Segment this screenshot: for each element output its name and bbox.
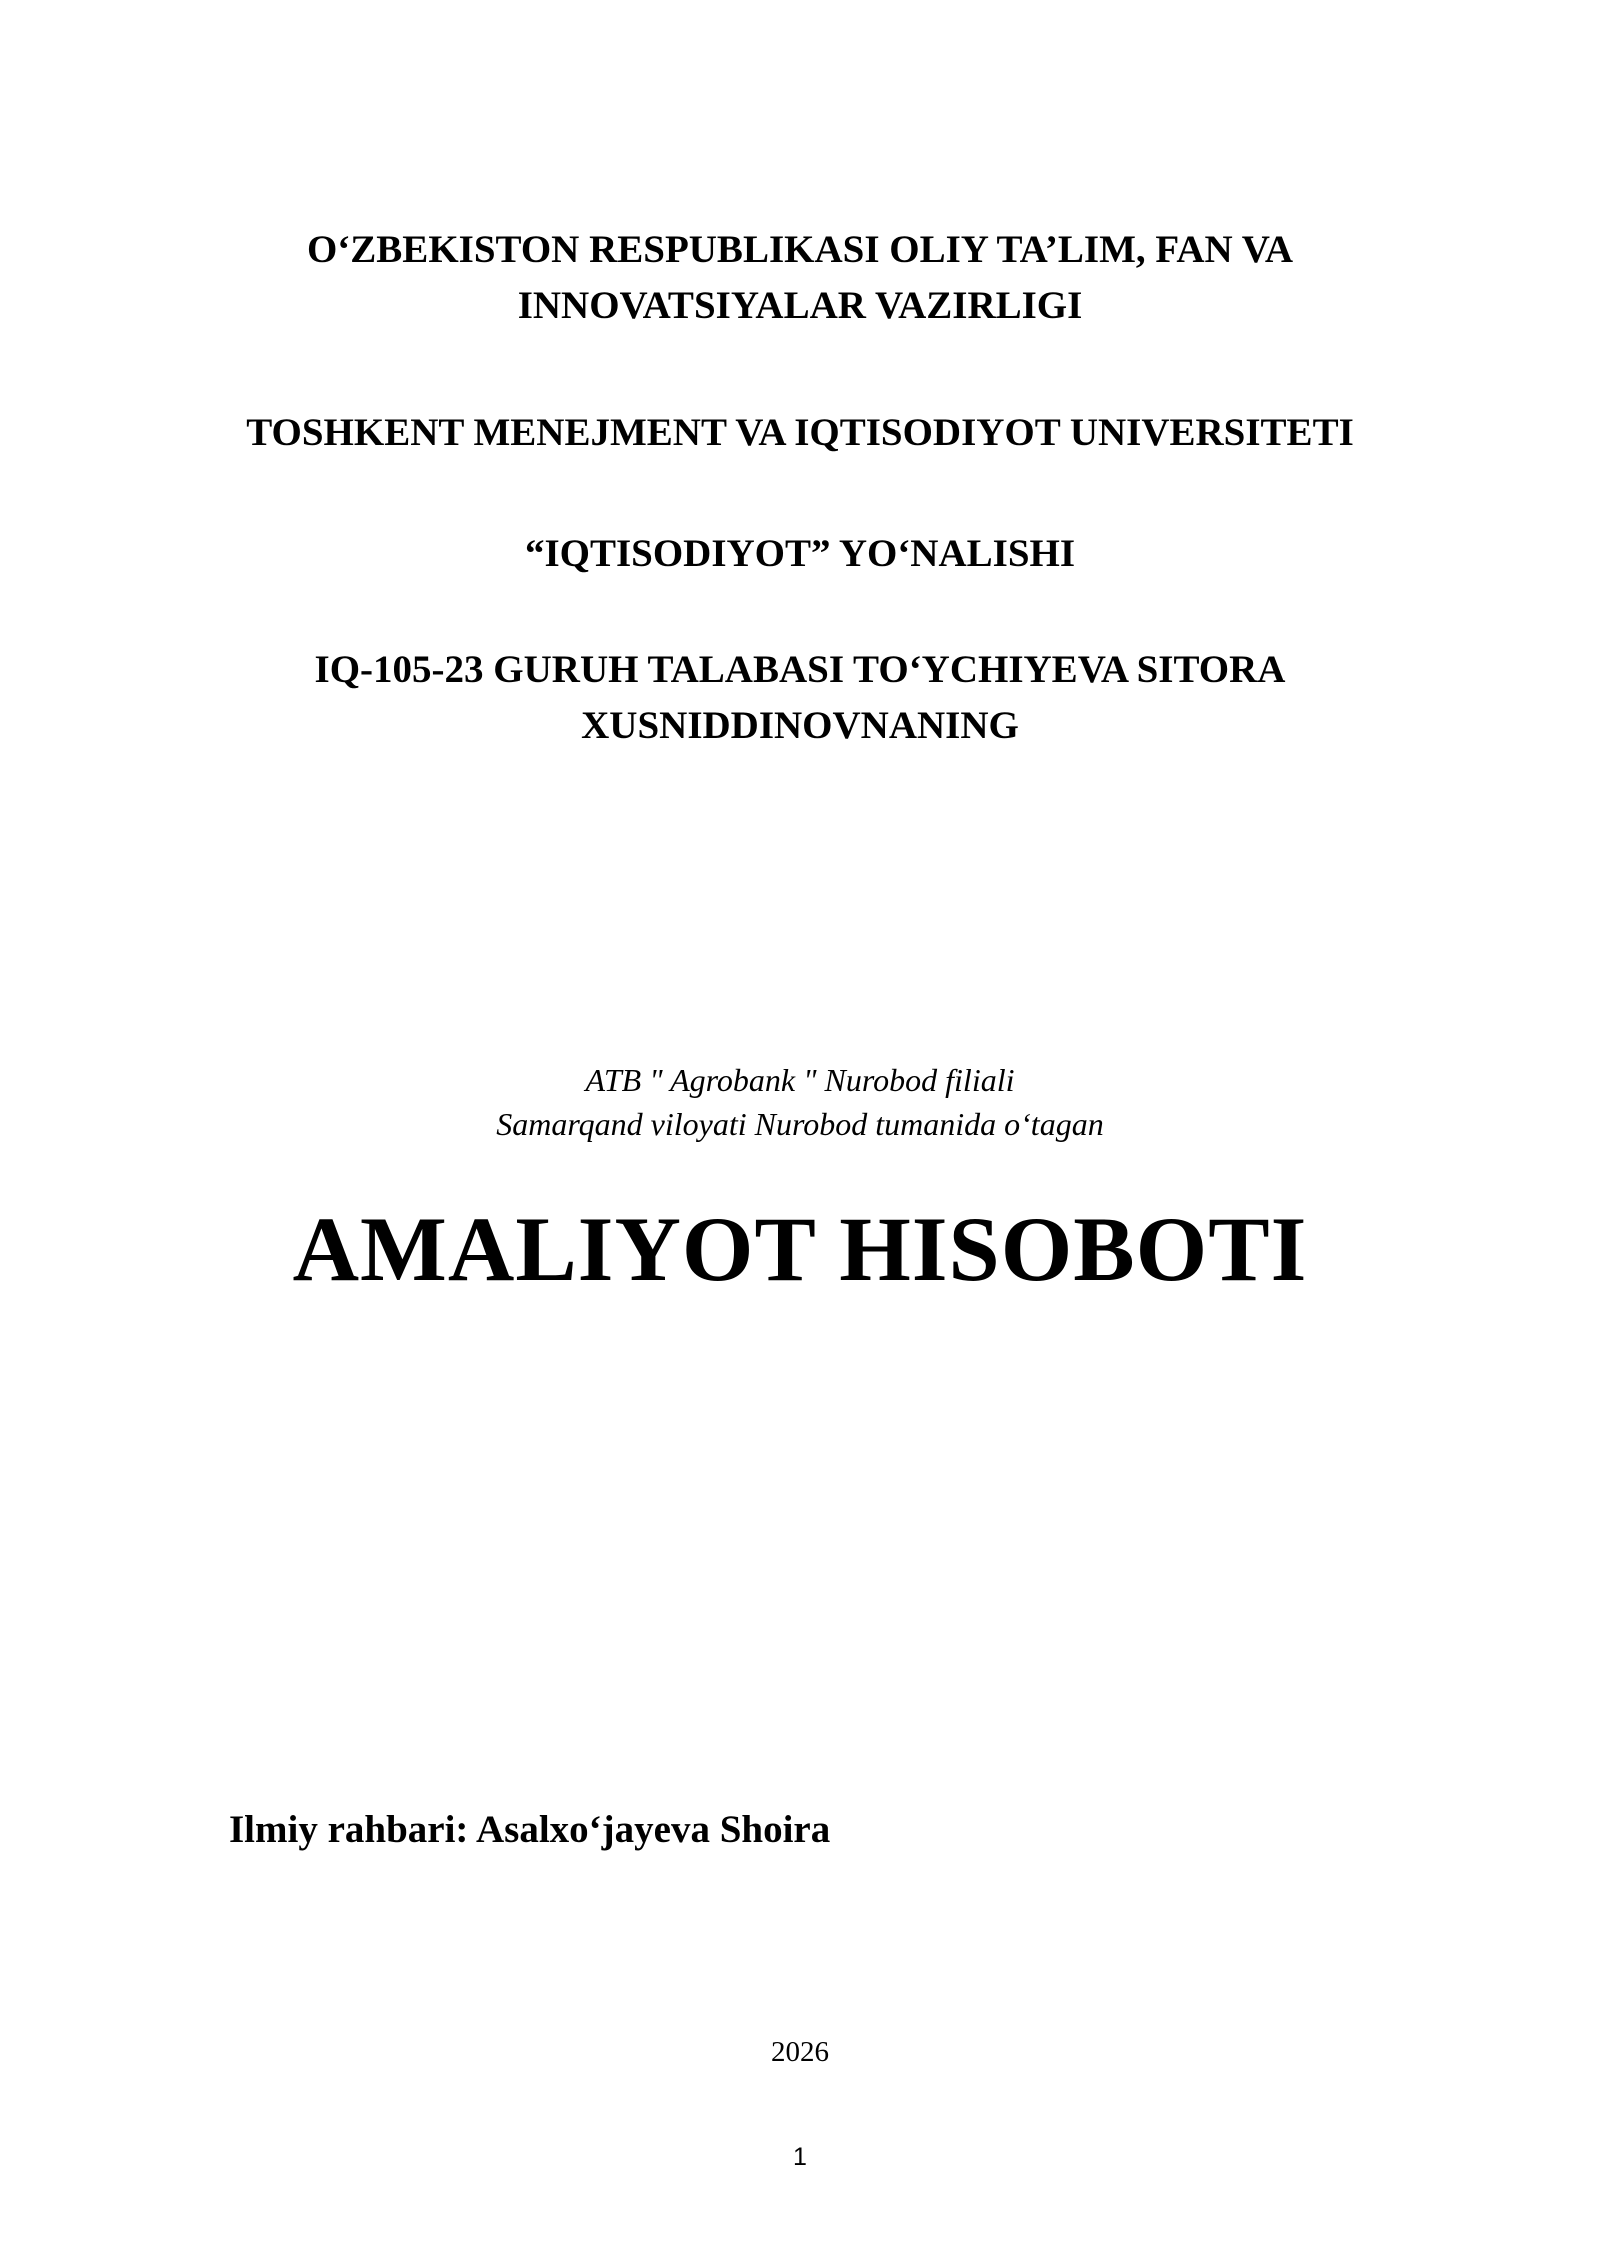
direction-heading: “IQTISODIYOT” YO‘NALISHI bbox=[524, 532, 1076, 575]
document-title: AMALIYOT HISOBOTI bbox=[292, 1198, 1308, 1300]
page-number: 1 bbox=[793, 2143, 807, 2171]
internship-place-line-1: ATB " Agrobank " Nurobod filiali bbox=[585, 1062, 1015, 1098]
student-heading-line-1: IQ-105-23 GURUH TALABASI TO‘YCHIYEVA SITORA bbox=[314, 648, 1286, 691]
ministry-heading bbox=[0, 222, 1600, 334]
ministry-heading-line-2: INNOVATSIYALAR VAZIRLIGI bbox=[517, 284, 1083, 327]
student-heading-line-2: XUSNIDDINOVNANING bbox=[581, 704, 1019, 747]
supervisor-line: Ilmiy rahbari: Asalxo‘jayeva Shoira bbox=[229, 1808, 831, 1851]
university-heading: TOSHKENT MENEJMENT VA IQTISODIYOT UNIVERSITETI bbox=[246, 411, 1354, 454]
student-heading bbox=[0, 642, 1600, 754]
internship-place bbox=[0, 1058, 1600, 1146]
internship-place-line-2: Samarqand viloyati Nurobod tumanida o‘tagan bbox=[496, 1106, 1104, 1142]
year: 2026 bbox=[771, 2036, 829, 2068]
ministry-heading-line-1: O‘ZBEKISTON RESPUBLIKASI OLIY TA’LIM, FAN VA bbox=[306, 228, 1294, 271]
